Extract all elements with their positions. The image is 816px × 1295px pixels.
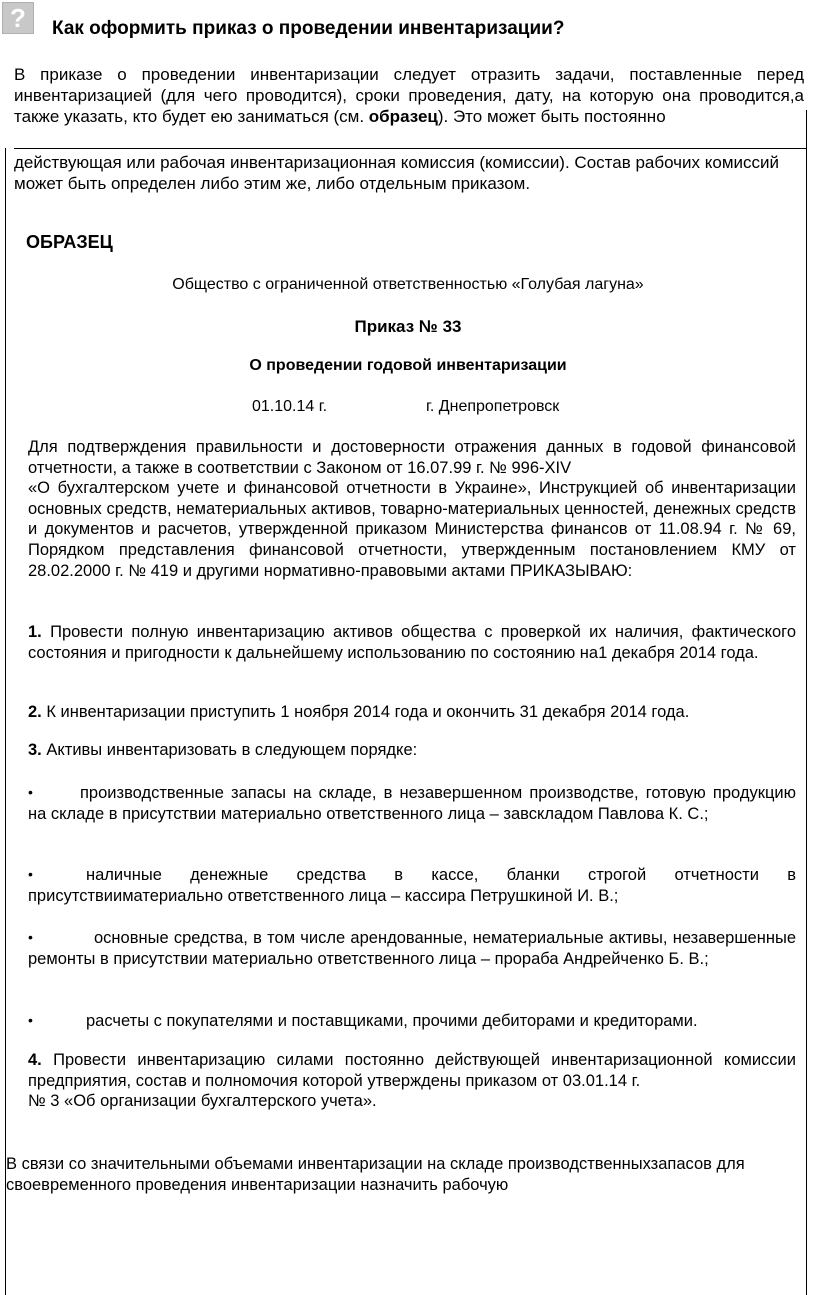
frame-top-rule xyxy=(14,148,806,149)
item-text: Провести полную инвентаризацию активов общества с проверкой их наличия, фактического состояния и пригодности к дальнейшему использованию по состоянию на1 декабря 2014 года. xyxy=(28,623,796,662)
closing-paragraph: В связи со значительными объемами инвентаризации на складе производственныхзапасов для своевременного проведения инвентаризации назначить рабочую xyxy=(6,1155,745,1194)
bullet-item-4: расчеты с покупателями и поставщиками, прочими дебиторами и кредиторами. xyxy=(86,1012,698,1030)
sample-label: ОБРАЗЕЦ xyxy=(26,232,113,252)
bullet-item-1: производственные запасы на складе, в незавершенном производстве, готовую продукцию на складе в присутствии материально ответственного лица – завскладом Павлова К. С.; xyxy=(28,784,796,823)
item-2 xyxy=(28,702,796,723)
intro-continuation: действующая или рабочая инвентаризационная комиссия (комиссии). Состав рабочих комиссий может быть определен либо этим же, либо отдельным приказом. xyxy=(14,153,780,193)
preamble-line-1: Для подтверждения правильности и достоверности отражения данных в годовой финансовой отчетности, а также в соответствии с Законом от 16.07.99 г. № 996-XIV xyxy=(28,438,796,477)
order-title: Приказ № 33 xyxy=(354,317,462,336)
item-text: Активы инвентаризовать в следующем порядке: xyxy=(46,741,418,759)
item-number: 3. xyxy=(28,741,42,759)
item-1 xyxy=(28,622,796,663)
intro-text-after: ). Это может быть постоянно xyxy=(437,107,666,126)
preamble xyxy=(28,437,796,581)
item-text: Провести инвентаризацию силами постоянно действующей инвентаризационной комиссии предприятия, состав и полномочия которой утверждены приказом от 03.01.14 г. xyxy=(28,1051,796,1090)
intro-text-before: В приказе о проведении инвентаризации следует отразить задачи, поставленные перед инвентаризацией (для чего проводится), сроки проведения, дату, на которую она проводится,а также указать, кто будет ею заниматься (см. xyxy=(14,65,804,126)
item-number: 2. xyxy=(28,703,42,721)
sample-link[interactable]: образец xyxy=(368,107,438,126)
order-subject: О проведении годовой инвентаризации xyxy=(249,357,567,374)
item-number: 1. xyxy=(28,623,42,641)
bullet-icon: • xyxy=(28,784,33,800)
bullet-item-2: наличные денежные средства в кассе, бланки строгой отчетности в присутствииматериально ответственного лица – кассира Петрушкиной И. В.; xyxy=(28,866,796,905)
order-city: г. Днепропетровск xyxy=(426,398,560,415)
item-text: К инвентаризации приступить 1 ноября 2014 года и окончить 31 декабря 2014 года. xyxy=(46,703,690,721)
bullet-icon: • xyxy=(28,929,33,945)
item-number: 4. xyxy=(28,1051,42,1069)
bullet-icon: • xyxy=(28,1012,33,1028)
question-icon: ? xyxy=(2,2,34,34)
page-title: Как оформить приказ о проведении инвентаризации? xyxy=(52,18,565,39)
item-3 xyxy=(28,740,796,761)
intro-paragraph xyxy=(14,64,804,127)
order-date: 01.10.14 г. xyxy=(252,398,328,415)
bullet-icon: • xyxy=(28,866,33,882)
preamble-line-2: «О бухгалтерском учете и финансовой отчетности в Украине», Инструкцией об инвентаризации основных средств, нематериальных активов, товарно-материальных ценностей, денежных средств и документов и расчетов, утвержденной приказом Министерства финансов от 11.08.94 г. № 69, Порядком представления финансовой отчетности, утвержденным постановлением КМУ от 28.02.2000 г. № 419 и другими нормативно-правовыми актами ПРИКАЗЫВАЮ: xyxy=(28,479,796,580)
bullet-item-3: основные средства, в том числе арендованные, нематериальные активы, незавершенные ремонты в присутствии материально ответственного лица – прораба Андрейченко Б. В.; xyxy=(28,929,796,968)
item-text-tail: № 3 «Об организации бухгалтерского учета». xyxy=(28,1092,377,1111)
item-4 xyxy=(28,1050,796,1112)
organization-name: Общество с ограниченной ответственностью «Голубая лагуна» xyxy=(172,276,644,293)
